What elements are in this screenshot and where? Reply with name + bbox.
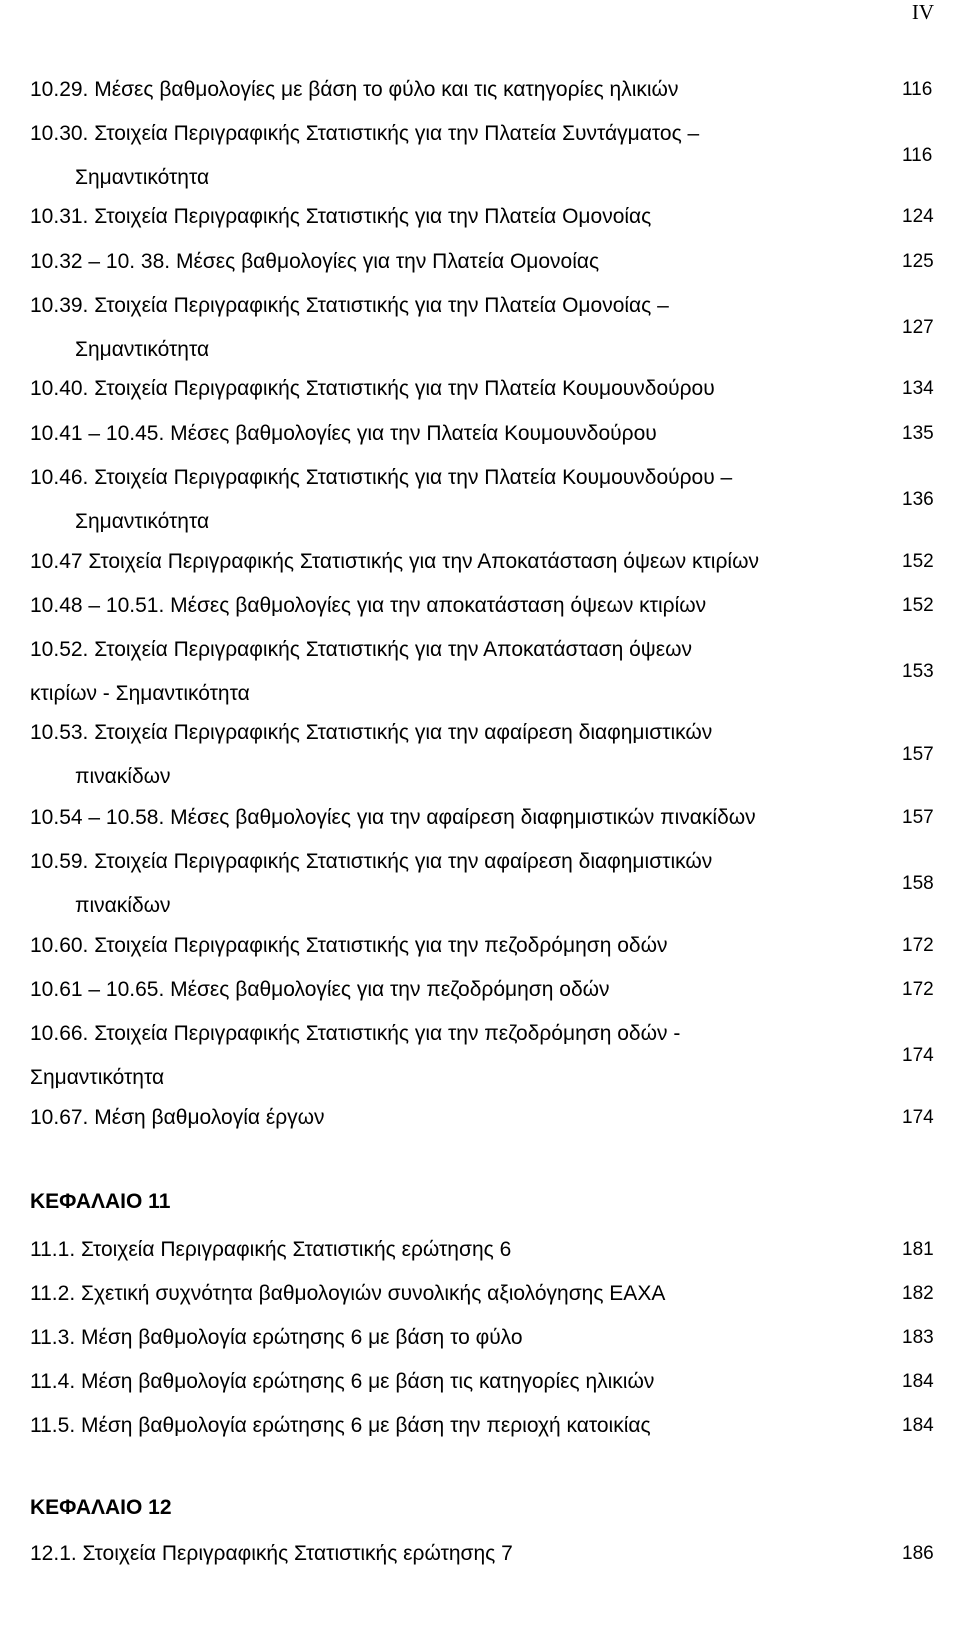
toc-entry-continuation: Σημαντικότητα xyxy=(75,510,210,533)
toc-entry-continuation: Σημαντικότητα xyxy=(30,1066,165,1089)
toc-entry-title xyxy=(30,924,890,968)
toc-entry-continuation: πινακίδων xyxy=(75,894,171,917)
toc-entry-page: 183 xyxy=(902,1327,934,1348)
toc-entry-text: 10.30. Στοιχεία Περιγραφικής Στατιστικής για την Πλατεία Συντάγματος – xyxy=(30,122,700,145)
toc-entry-page: 184 xyxy=(902,1415,934,1436)
toc-entry-text: 10.32 – 10. 38. Μέσες βαθμολογίες για την Πλατεία Ομονοίας xyxy=(30,250,600,273)
toc-entry-text: 10.41 – 10.45. Μέσες βαθμολογίες για την Πλατεία Κουμουνδούρου xyxy=(30,422,657,445)
toc-entry-title xyxy=(30,1532,890,1576)
toc-entry-page: 136 xyxy=(902,489,934,510)
toc-entry-page: 134 xyxy=(902,378,934,399)
toc-entry-title xyxy=(30,1096,890,1140)
toc-entry-title xyxy=(30,628,890,716)
toc-entry-title xyxy=(30,1404,890,1448)
toc-entry-text: 10.59. Στοιχεία Περιγραφικής Στατιστικής για την αφαίρεση διαφημιστικών xyxy=(30,850,713,873)
toc-entry-text: 10.48 – 10.51. Μέσες βαθμολογίες για την αποκατάσταση όψεων κτιρίων xyxy=(30,594,707,617)
toc-entry-page: 124 xyxy=(902,206,934,227)
toc-entry-page: 157 xyxy=(902,744,934,765)
toc-entry-text: 10.40. Στοιχεία Περιγραφικής Στατιστικής για την Πλατεία Κουμουνδούρου xyxy=(30,377,715,400)
toc-entry-title xyxy=(30,711,890,799)
toc-entry-title xyxy=(30,1228,890,1272)
toc-entry-text: 10.29. Μέσες βαθμολογίες με βάση το φύλο και τις κατηγορίες ηλικιών xyxy=(30,78,679,101)
toc-entry-page: 186 xyxy=(902,1543,934,1564)
toc-entry-text: 10.53. Στοιχεία Περιγραφικής Στατιστικής για την αφαίρεση διαφημιστικών xyxy=(30,721,713,744)
chapter-heading: ΚΕΦΑΛΑΙΟ 12 xyxy=(30,1496,172,1519)
toc-entry-page: 174 xyxy=(902,1045,934,1066)
toc-entry-text: 10.47 Στοιχεία Περιγραφικής Στατιστικής για την Αποκατάσταση όψεων κτιρίων xyxy=(30,550,759,573)
toc-entry-title xyxy=(30,1012,890,1100)
toc-entry-text: 10.52. Στοιχεία Περιγραφικής Στατιστικής για την Αποκατάσταση όψεων xyxy=(30,638,693,661)
toc-entry-page: 172 xyxy=(902,979,934,1000)
toc-entry-page: 172 xyxy=(902,935,934,956)
toc-entry-title xyxy=(30,840,890,928)
toc-entry-page: 153 xyxy=(902,661,934,682)
toc-entry-text: 10.61 – 10.65. Μέσες βαθμολογίες για την πεζοδρόμηση οδών xyxy=(30,978,610,1001)
toc-entry-continuation: Σημαντικότητα xyxy=(75,338,210,361)
toc-entry-text: 10.60. Στοιχεία Περιγραφικής Στατιστικής για την πεζοδρόμηση οδών xyxy=(30,934,668,957)
toc-entry-text: 10.67. Μέση βαθμολογία έργων xyxy=(30,1106,325,1129)
toc-entry-title xyxy=(30,540,890,584)
toc-entry-page: 182 xyxy=(902,1283,934,1304)
page-number: IV xyxy=(911,0,934,24)
toc-entry-title xyxy=(30,412,890,456)
toc-entry-page: 116 xyxy=(902,145,933,166)
toc-entry-title xyxy=(30,68,890,112)
toc-entry-page: 125 xyxy=(902,251,934,272)
toc-entry-page: 181 xyxy=(902,1239,934,1260)
toc-entry-page: 184 xyxy=(902,1371,934,1392)
toc-entry-page: 127 xyxy=(902,317,934,338)
toc-entry-title xyxy=(30,1272,890,1316)
toc-entry-page: 157 xyxy=(902,807,934,828)
toc-entry-continuation: Σημαντικότητα xyxy=(75,166,210,189)
toc-entry-text: 11.1. Στοιχεία Περιγραφικής Στατιστικής ερώτησης 6 xyxy=(30,1238,512,1261)
toc-entry-text: 10.31. Στοιχεία Περιγραφικής Στατιστικής για την Πλατεία Ομονοίας xyxy=(30,205,652,228)
toc-entry-page: 152 xyxy=(902,551,934,572)
toc-entry-title xyxy=(30,968,890,1012)
toc-entry-title xyxy=(30,240,890,284)
toc-entry-title xyxy=(30,112,890,200)
toc-entry-text: 10.54 – 10.58. Μέσες βαθμολογίες για την αφαίρεση διαφημιστικών πινακίδων xyxy=(30,806,756,829)
toc-entry-text: 11.2. Σχετική συχνότητα βαθμολογιών συνολικής αξιολόγησης ΕΑΧΑ xyxy=(30,1282,666,1305)
toc-entry-text: 11.5. Μέση βαθμολογία ερώτησης 6 με βάση την περιοχή κατοικίας xyxy=(30,1414,651,1437)
toc-entry-title xyxy=(30,796,890,840)
toc-entry-text: 10.46. Στοιχεία Περιγραφικής Στατιστικής για την Πλατεία Κουμουνδούρου – xyxy=(30,466,733,489)
toc-entry-text: 12.1. Στοιχεία Περιγραφικής Στατιστικής ερώτησης 7 xyxy=(30,1542,513,1565)
toc-entry-continuation: πινακίδων xyxy=(75,765,171,788)
toc-entry-text: 11.3. Μέση βαθμολογία ερώτησης 6 με βάση το φύλο xyxy=(30,1326,523,1349)
chapter-heading: ΚΕΦΑΛΑΙΟ 11 xyxy=(30,1190,171,1213)
toc-entry-title xyxy=(30,284,890,372)
toc-entry-text: 11.4. Μέση βαθμολογία ερώτησης 6 με βάση τις κατηγορίες ηλικιών xyxy=(30,1370,655,1393)
toc-entry-title xyxy=(30,584,890,628)
toc-entry-title xyxy=(30,195,890,239)
toc-entry-text: 10.39. Στοιχεία Περιγραφικής Στατιστικής για την Πλατεία Ομονοίας – xyxy=(30,294,669,317)
toc-entry-title xyxy=(30,1360,890,1404)
toc-entry-page: 116 xyxy=(902,79,933,100)
toc-entry-page: 158 xyxy=(902,873,934,894)
toc-entry-title xyxy=(30,456,890,544)
toc-entry-continuation: κτιρίων - Σημαντικότητα xyxy=(30,682,250,705)
toc-entry-page: 152 xyxy=(902,595,934,616)
toc-entry-text: 10.66. Στοιχεία Περιγραφικής Στατιστικής για την πεζοδρόμηση οδών - xyxy=(30,1022,681,1045)
toc-entry-page: 174 xyxy=(902,1107,934,1128)
toc-entry-title xyxy=(30,367,890,411)
toc-entry-title xyxy=(30,1316,890,1360)
toc-entry-page: 135 xyxy=(902,423,934,444)
